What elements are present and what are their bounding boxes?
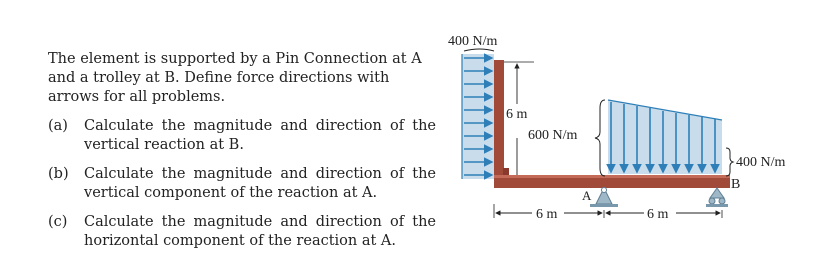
question-a-text: Calculate the magnitude and direction of the vertical reaction at B. — [84, 118, 436, 153]
left-load-brace — [464, 49, 494, 51]
member-gusset — [503, 168, 509, 175]
member-highlight — [494, 175, 730, 178]
trapezoid-load-area — [608, 100, 722, 174]
member-vertical-leg — [494, 60, 504, 188]
question-b — [48, 165, 436, 203]
mid-load-label: 600 N/m — [528, 128, 578, 143]
problem-statement — [48, 50, 436, 261]
right-span-label: 6 m — [647, 207, 669, 222]
question-c — [48, 213, 436, 251]
question-a-label: (a) — [48, 118, 68, 134]
beam-figure — [440, 20, 828, 260]
left-load-area — [462, 54, 494, 179]
question-c-label: (c) — [48, 214, 68, 230]
pin-support-a — [590, 188, 618, 208]
right-load-label: 400 N/m — [736, 155, 786, 170]
mid-load-brace — [595, 100, 605, 176]
left-load-label: 400 N/m — [448, 34, 498, 49]
left-span-label: 6 m — [536, 207, 558, 222]
problem-intro: The element is supported by a Pin Connection at A and a trolley at B. Define force directions with arrows for all problems. — [48, 51, 422, 105]
trapezoid-distributed-load — [595, 100, 733, 176]
question-b-label: (b) — [48, 166, 69, 182]
left-distributed-load — [462, 49, 494, 179]
question-b-text: Calculate the magnitude and direction of the vertical component of the reaction at A. — [84, 166, 436, 201]
vertical-dimension-label: 6 m — [506, 107, 528, 122]
right-load-brace — [726, 148, 733, 176]
question-a — [48, 117, 436, 155]
beam-diagram — [440, 20, 828, 260]
question-c-text: Calculate the magnitude and direction of the horizontal component of the reaction at A. — [84, 214, 436, 249]
roller-support-b — [706, 188, 728, 207]
label-a: A — [582, 188, 592, 203]
label-b: B — [731, 177, 741, 192]
